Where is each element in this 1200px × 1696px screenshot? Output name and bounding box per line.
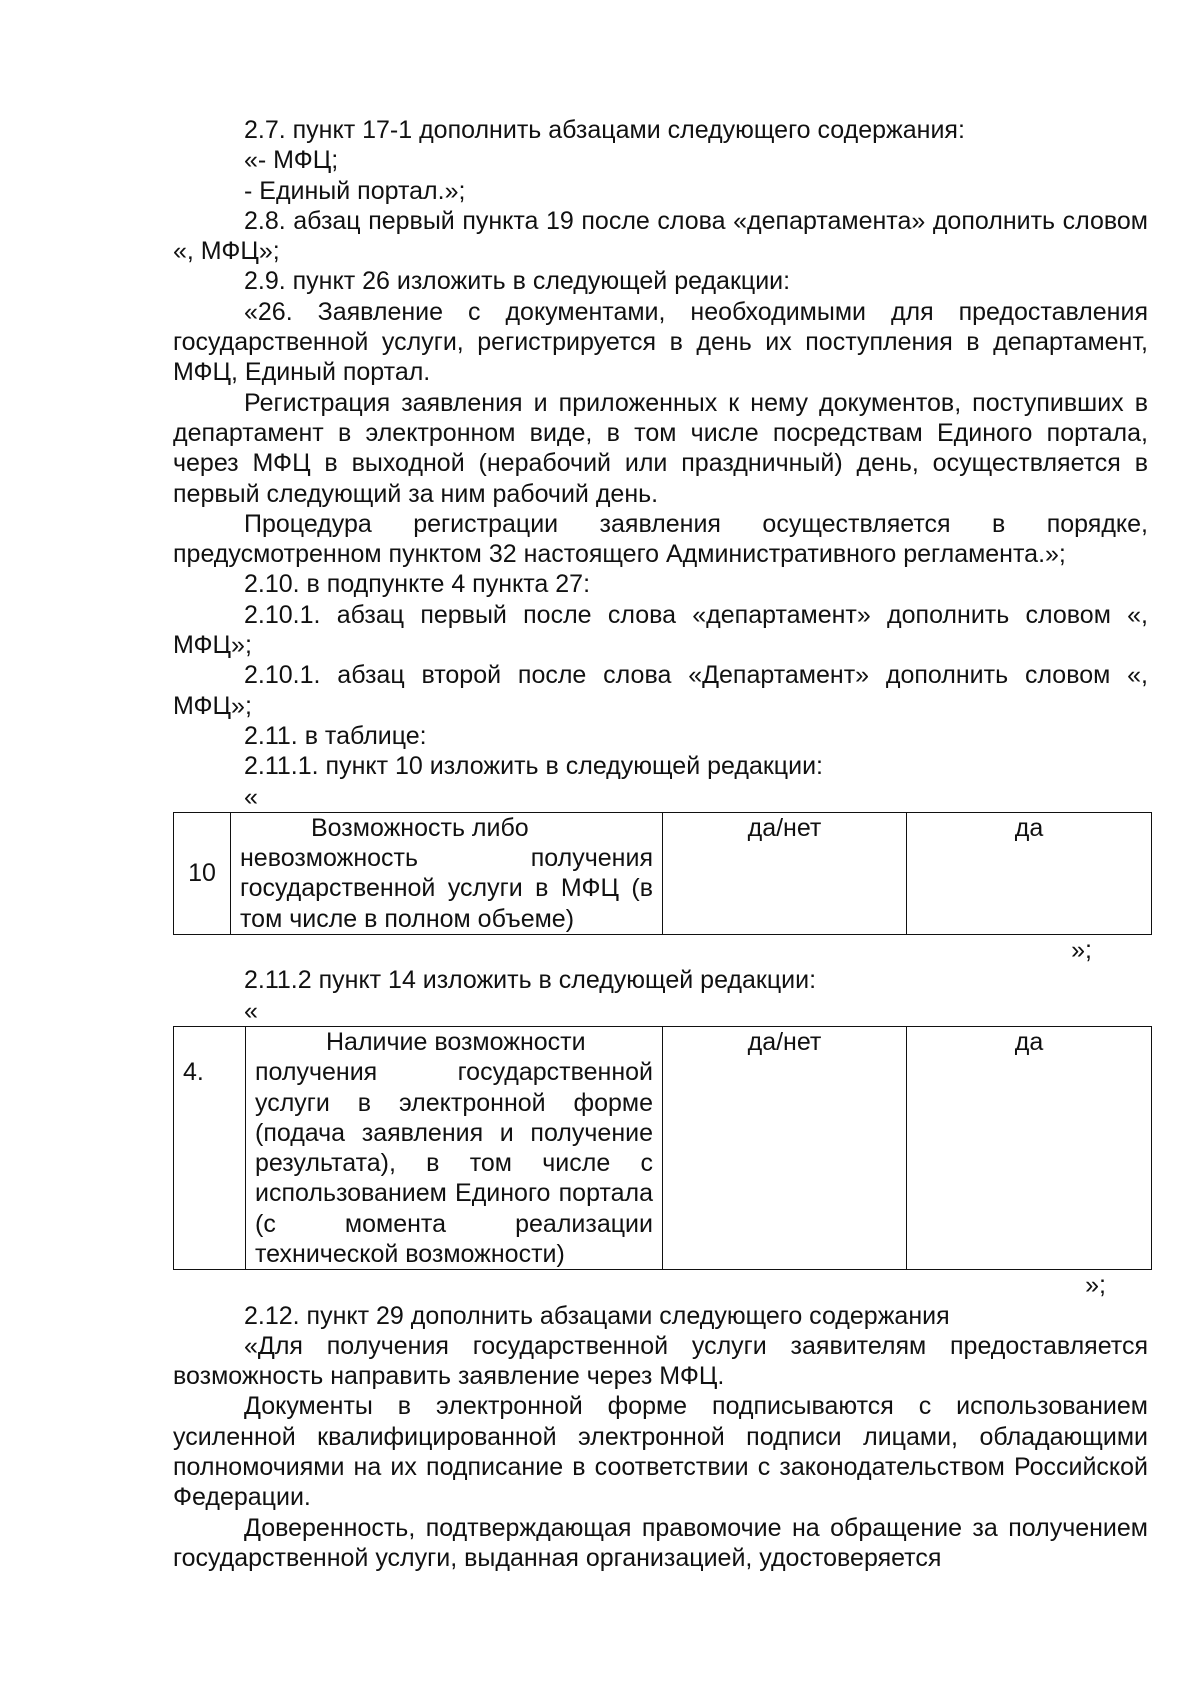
- close-quote: »;: [1085, 1271, 1106, 1300]
- paragraph: Процедура регистрации заявления осуществляется в порядке, предусмотренном пунктом 32 настоящего Административного регламента.»;: [173, 509, 1148, 569]
- paragraph: 2.10.1. абзац первый после слова «департамент» дополнить словом «, МФЦ»;: [173, 600, 1148, 660]
- paragraph: «26. Заявление с документами, необходимыми для предоставления государственной услуги, регистрируется в день их поступления в департамент, МФЦ, Единый портал.: [173, 297, 1148, 387]
- table-row: [174, 1026, 1152, 1269]
- paragraph: «- МФЦ;: [244, 146, 339, 175]
- description-first-line: Возможность либо: [311, 813, 529, 842]
- paragraph: 2.10. в подпункте 4 пункта 27:: [244, 570, 591, 599]
- paragraph: «Для получения государственной услуги заявителям предоставляется возможность направить заявление через МФЦ.: [173, 1331, 1148, 1391]
- amendment-table-1: [173, 812, 1152, 935]
- close-quote: »;: [1071, 936, 1092, 965]
- open-quote: «: [244, 996, 258, 1025]
- table-cell-description: [231, 812, 663, 934]
- paragraph: 2.11.1. пункт 10 изложить в следующей редакции:: [244, 752, 823, 781]
- paragraph: 2.7. пункт 17-1 дополнить абзацами следующего содержания:: [244, 116, 965, 144]
- open-quote: «: [244, 782, 258, 811]
- paragraph: - Единый портал.»;: [244, 176, 466, 205]
- description-first-line: Наличие возможности: [326, 1027, 586, 1056]
- paragraph: Документы в электронной форме подписываются с использованием усиленной квалифицированной электронной подписи лицами, обладающими полномочиями на их подписание в соответствии с законодательством Российской Федерации.: [173, 1392, 1148, 1512]
- table-cell-value: да: [907, 812, 1152, 934]
- table-cell-unit: да/нет: [663, 812, 907, 934]
- paragraph: 2.8. абзац первый пункта 19 после слова «департамента» дополнить словом «, МФЦ»;: [173, 206, 1148, 266]
- document-body: [173, 115, 1148, 1573]
- description-rest: невозможность получения государственной услуги в МФЦ (в том числе в полном объеме): [240, 844, 653, 933]
- paragraph: 2.10.1. абзац второй после слова «Департамент» дополнить словом «, МФЦ»;: [173, 661, 1148, 720]
- table-cell-number: 10: [174, 812, 231, 934]
- paragraph: 2.11. в таблице:: [244, 721, 427, 750]
- paragraph: 2.11.2 пункт 14 изложить в следующей редакции:: [244, 966, 817, 995]
- amendment-table-2: [173, 1026, 1152, 1270]
- table-row: [174, 812, 1152, 934]
- paragraphs-after-table2: [173, 1301, 1148, 1574]
- paragraph: 2.12. пункт 29 дополнить абзацами следующего содержания: [244, 1301, 950, 1330]
- table-cell-number: 4.: [174, 1026, 246, 1269]
- paragraph: Регистрация заявления и приложенных к нему документов, поступивших в департамент в электронном виде, в том числе посредствам Единого портала, через МФЦ в выходной (нерабочий или праздничный) день, осуществляется в первый следующий за ним рабочий день.: [173, 388, 1148, 508]
- table-cell-value: да: [907, 1026, 1152, 1269]
- description-rest: получения государственной услуги в электронной форме (подача заявления и получение результата), в том числе с использованием Единого портала (с момента реализации технической возможности): [255, 1058, 653, 1268]
- table-cell-description: [246, 1026, 663, 1269]
- paragraphs-before-table1: [173, 115, 1148, 782]
- table-cell-unit: да/нет: [663, 1026, 907, 1269]
- paragraph: Доверенность, подтверждающая правомочие на обращение за получением государственной услуги, выданная организацией, удостоверяется: [173, 1513, 1148, 1572]
- paragraph: 2.9. пункт 26 изложить в следующей редакции:: [244, 267, 791, 296]
